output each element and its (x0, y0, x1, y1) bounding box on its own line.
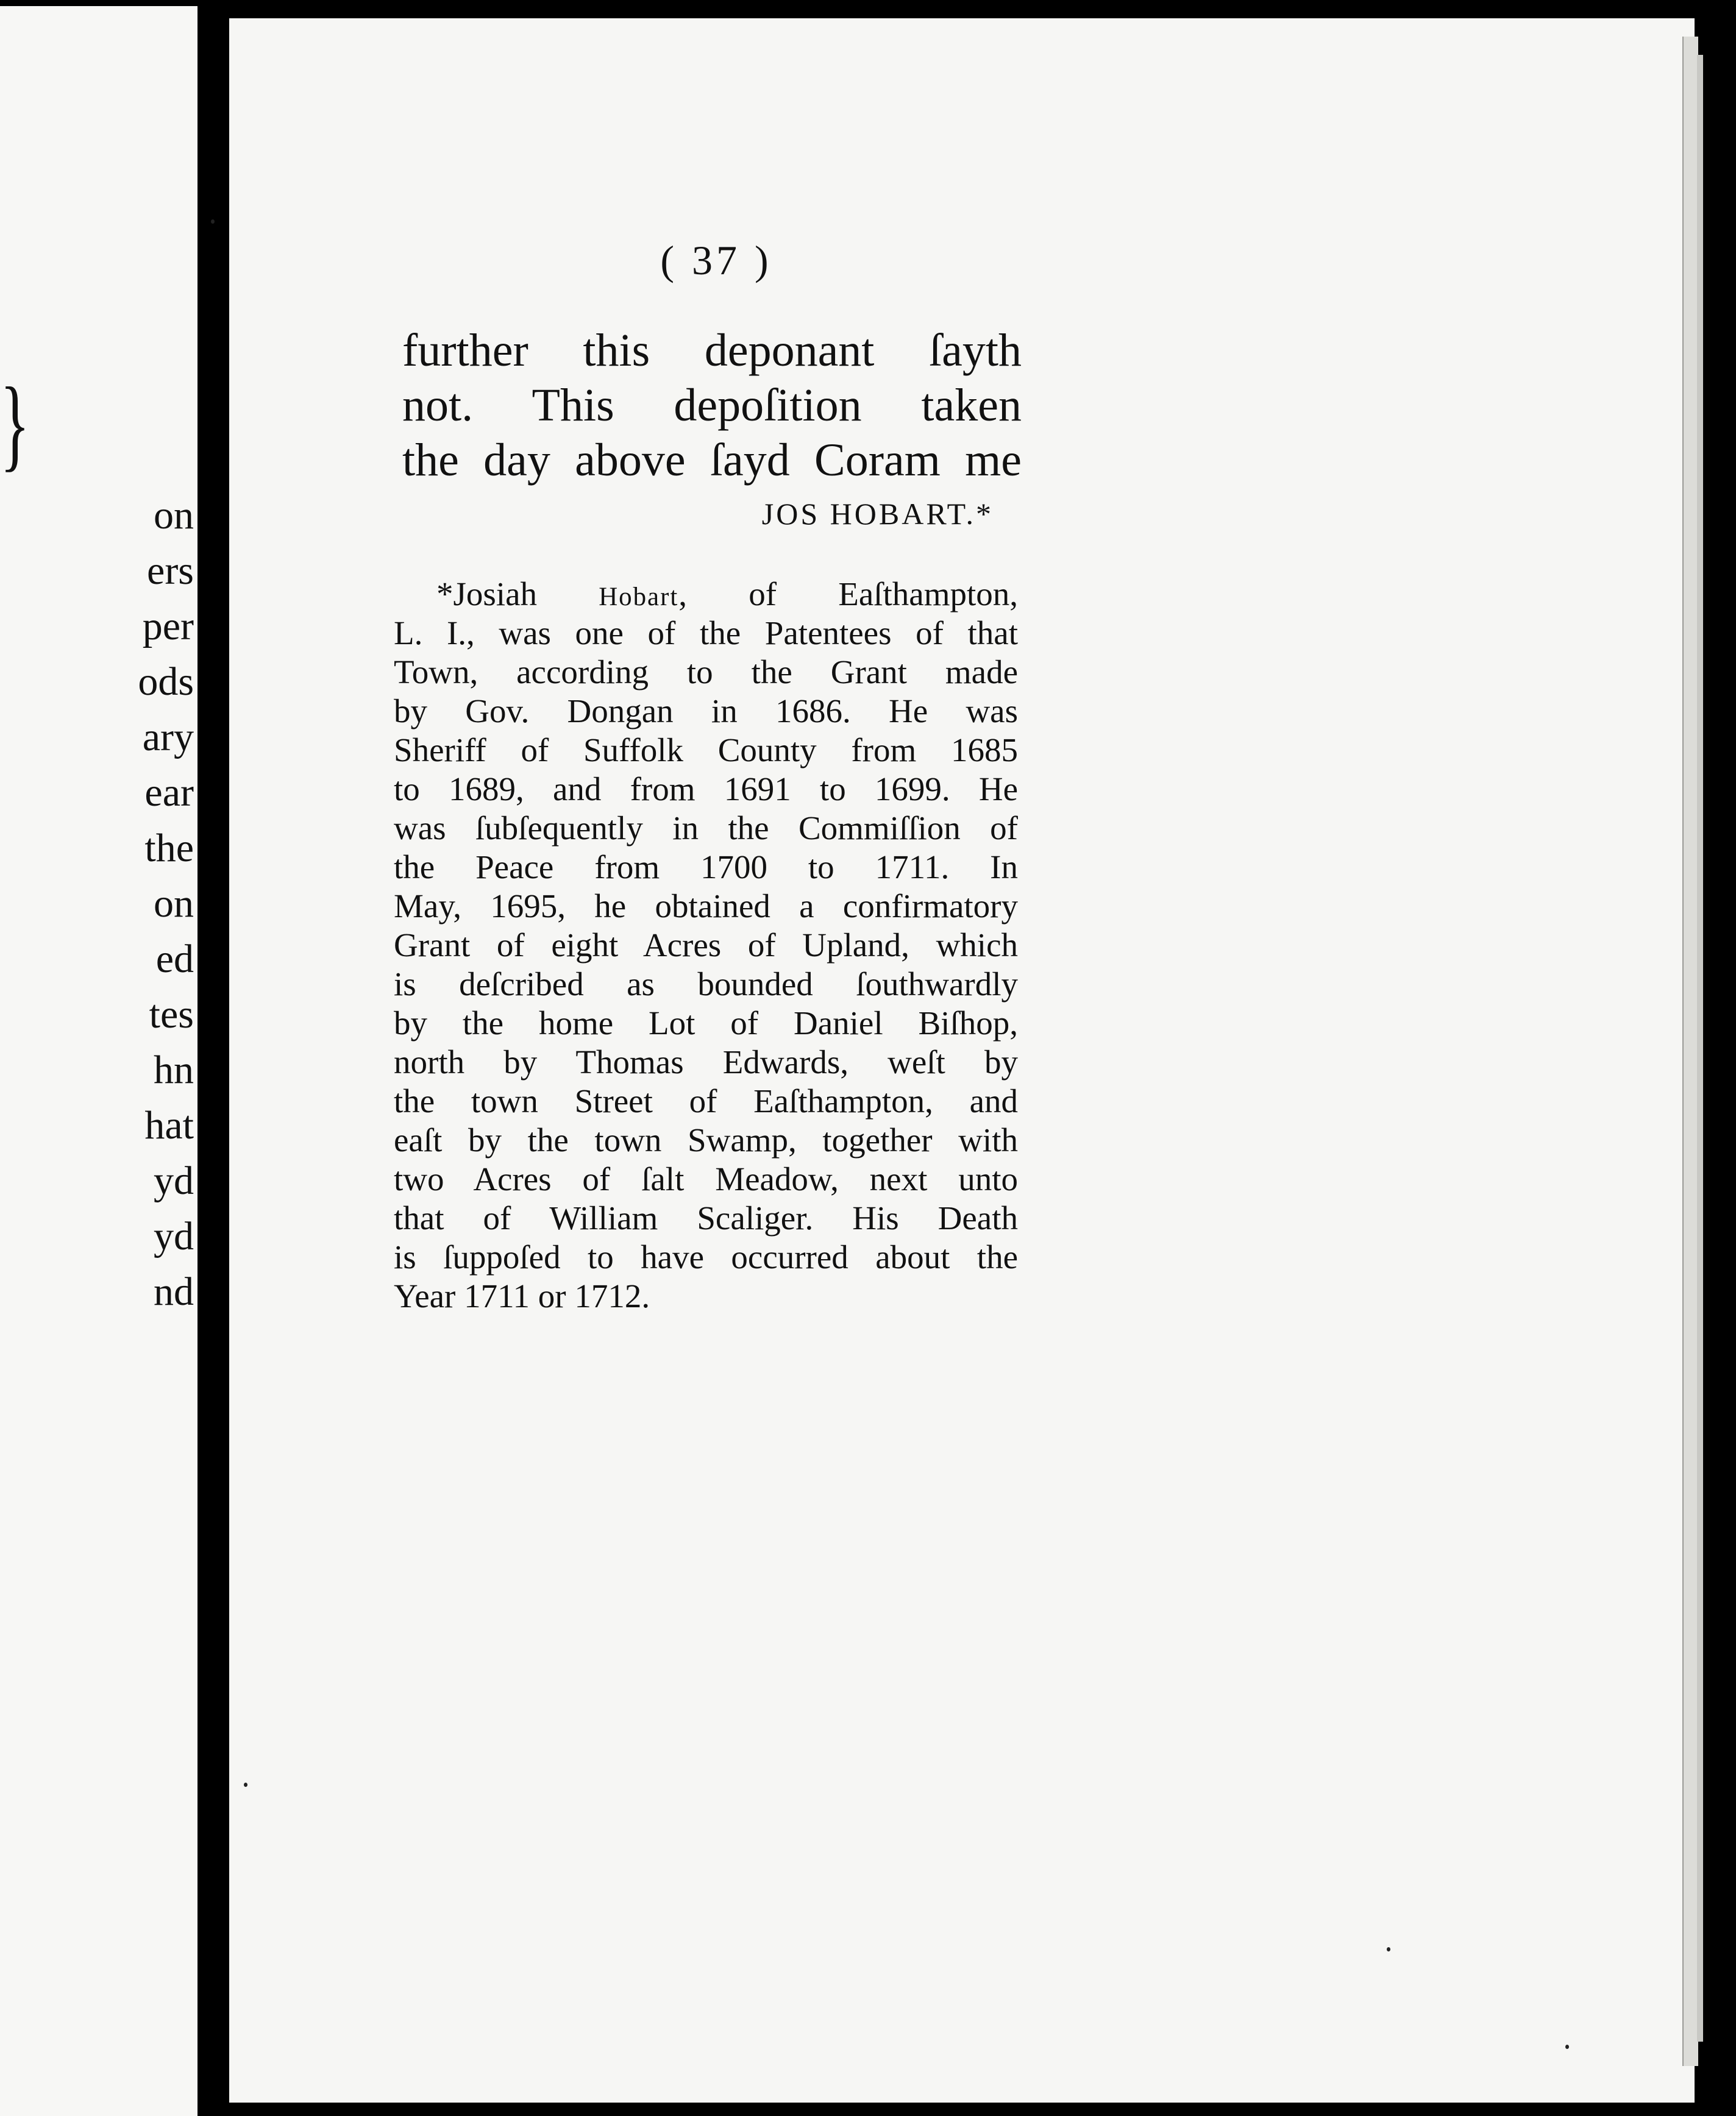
left-page-line: ed (155, 937, 194, 981)
left-page-line: yd (154, 1214, 194, 1259)
footnote-first-name: Josiah (453, 575, 537, 612)
ink-speck (1565, 2045, 1569, 2049)
footnote-line: the Peace from 1700 to 1711. In (394, 848, 1018, 886)
footnote-line: eaſt by the town Swamp, together with (394, 1121, 1018, 1159)
signature: JOS HOBART.* (761, 497, 994, 531)
footnote-surname: Hobart (599, 583, 679, 611)
footnote-line: by the home Lot of Daniel Biſhop, (394, 1004, 1018, 1042)
footnote-line: the town Street of Eaſthampton, and (394, 1082, 1018, 1120)
left-page-line-endings (138, 488, 194, 1319)
left-page-line: on (154, 493, 194, 538)
left-page-line: nd (154, 1269, 194, 1314)
page-edge-shadow (1697, 55, 1703, 2042)
left-page-line: hat (144, 1103, 194, 1148)
footnote-line: Year 1711 or 1712. (394, 1277, 650, 1315)
footnote-line: Town, according to the Grant made (394, 653, 1018, 691)
footnote-line: that of William Scaliger. His Death (394, 1199, 1018, 1237)
left-page-line: ers (147, 549, 194, 593)
footnote-line: May, 1695, he obtained a confirmatory (394, 887, 1018, 925)
footnote-line: by Gov. Dongan in 1686. He was (394, 692, 1018, 730)
left-page-line: tes (149, 992, 194, 1037)
footnote-line: Sheriff of Suffolk County from 1685 (394, 731, 1018, 769)
left-page-line: ary (142, 715, 194, 759)
ink-speck (244, 1783, 247, 1787)
left-page-line: per (142, 604, 194, 648)
footnote-line: is ſuppoſed to have occurred about the (394, 1238, 1018, 1276)
footnote-line: L. I., was one of the Patentees of that (394, 614, 1018, 651)
ink-speck (211, 219, 215, 224)
left-page-line: on (154, 881, 194, 926)
deposition-line: the day above ſayd Coram me (402, 435, 1022, 486)
curly-brace: } (0, 366, 30, 481)
footnote-line (436, 575, 1018, 614)
deposition-line: not. This depoſition taken (402, 380, 1022, 431)
left-page-line: hn (154, 1048, 194, 1092)
footnote-line: was ſubſequently in the Commiſſion of (394, 809, 1018, 847)
footnote-first-line-rest: , of Eaſthampton, (678, 575, 1019, 612)
left-page (0, 6, 197, 2116)
page-number: ( 37 ) (660, 237, 772, 283)
deposition-line: further this deponant ſayth (402, 325, 1022, 376)
ink-speck (1387, 1947, 1390, 1951)
left-page-line: the (144, 826, 194, 870)
page-edge (1682, 37, 1698, 2066)
footnote-marker: * (436, 575, 454, 612)
footnote-line: north by Thomas Edwards, weſt by (394, 1043, 1018, 1081)
footnote-line: is deſcribed as bounded ſouthwardly (394, 965, 1018, 1003)
left-page-line: ods (138, 659, 194, 704)
footnote-line: two Acres of ſalt Meadow, next unto (394, 1160, 1018, 1198)
footnote-line: Grant of eight Acres of Upland, which (394, 926, 1018, 964)
footnote-line: to 1689, and from 1691 to 1699. He (394, 770, 1018, 808)
left-page-line: ear (144, 770, 194, 815)
left-page-line: yd (154, 1159, 194, 1203)
